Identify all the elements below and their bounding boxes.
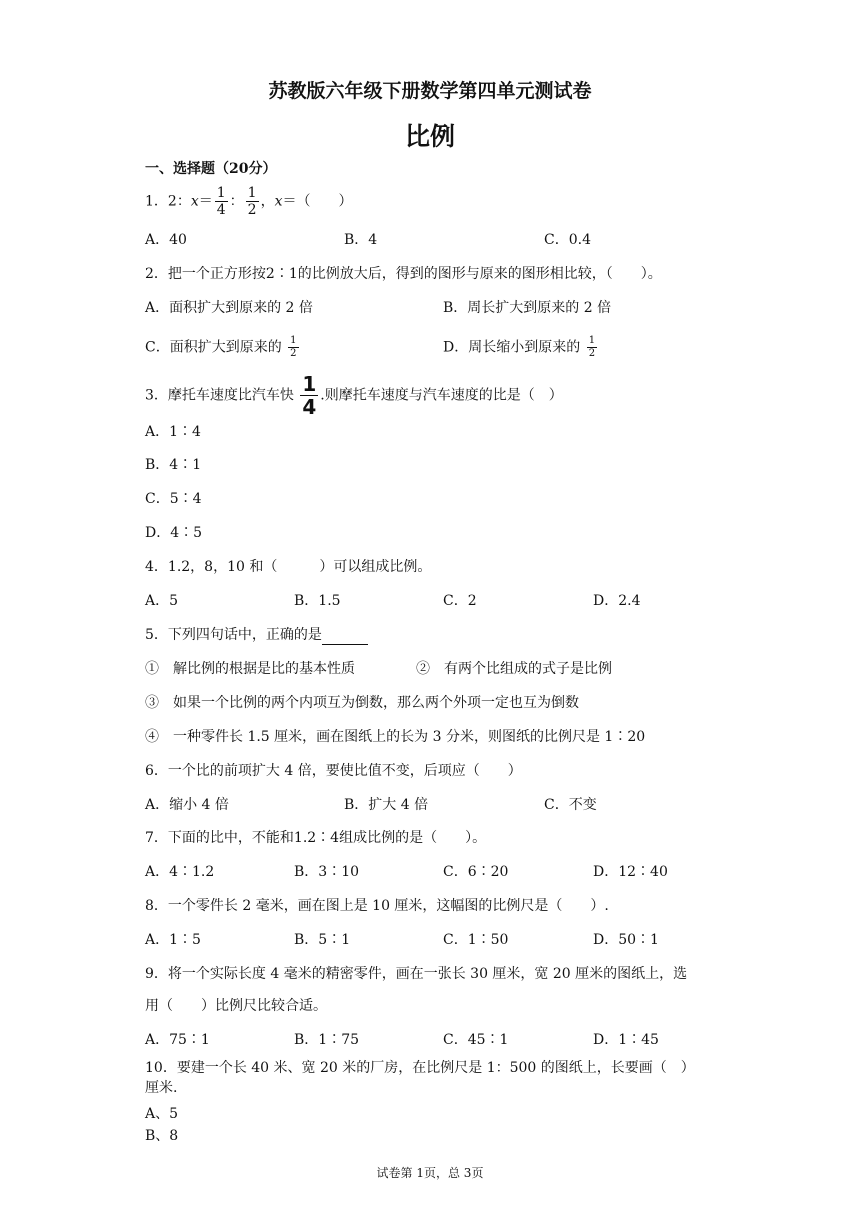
question-5: 5．下列四句话中，正确的是: [145, 625, 368, 645]
q2-option-a: A．面积扩大到原来的 2 倍: [145, 300, 313, 316]
fraction: $\frac{1}{2}$: [290, 335, 297, 359]
question-3: 3．摩托车速度比汽车快 $\frac{1}{4}$ .则摩托车速度与汽车速度的比是（ ）: [145, 372, 563, 419]
q1-option-b: B．4: [344, 232, 378, 248]
question-8: 8．一个零件长 2 毫米，画在图上是 10 厘米，这幅图的比例尺是（ ）.: [145, 898, 609, 914]
fraction: $\frac{1}{4}$: [302, 372, 317, 419]
question-4: 4．1.2，8，10 和（ ）可以组成比例。: [145, 559, 432, 575]
q2-option-d: D．周长缩小到原来的 $\frac{1}{2}$: [443, 335, 596, 359]
q9-option-c: C．45∶1: [443, 1032, 509, 1048]
q5-statement-3: ③ 如果一个比例的两个内项互为倒数，那么两个外项一定也互为倒数: [145, 695, 579, 711]
q7-option-b: B．3∶10: [294, 864, 360, 880]
question-6: 6．一个比的前项扩大 4 倍，要使比值不变，后项应（ ）: [145, 763, 522, 779]
fraction: $\frac{1}{2}$: [247, 185, 257, 218]
q6-option-b: B．扩大 4 倍: [344, 797, 429, 813]
q3-option-c: C．5∶4: [145, 491, 202, 507]
page-footer: 试卷第 1页，总 3页: [376, 1166, 484, 1180]
q9-option-a: A．75∶1: [145, 1032, 210, 1048]
question-9-line-1: 9．将一个实际长度 4 毫米的精密零件，画在一张长 30 厘米，宽 20 厘米的图纸上，选: [145, 966, 688, 982]
q3-option-b: B．4∶1: [145, 457, 202, 473]
q6-option-c: C．不变: [544, 797, 597, 813]
q5-statement-4: ④ 一种零件长 1.5 厘米，画在图纸上的长为 3 分米，则图纸的比例尺是 1∶20: [145, 729, 646, 745]
q10-option-a: A、5: [145, 1106, 179, 1122]
q6-option-a: A．缩小 4 倍: [145, 797, 229, 813]
q4-option-b: B．1.5: [294, 593, 341, 609]
fraction: $\frac{1}{2}$: [588, 335, 596, 359]
q1-option-c: C．0.4: [544, 232, 591, 248]
q8-option-b: B．5∶1: [294, 932, 351, 948]
q3-option-a: A．1∶4: [145, 424, 201, 440]
page-subtitle: 比例: [404, 122, 455, 151]
q8-option-d: D．50∶1: [593, 932, 659, 948]
q7-option-a: A．4∶1.2: [145, 864, 215, 880]
question-7: 7．下面的比中，不能和1.2∶4组成比例的是（ ）。: [145, 830, 487, 846]
q10-option-b: B、8: [145, 1128, 179, 1144]
fraction: $\frac{1}{4}$: [216, 185, 226, 218]
answer-blank: [322, 630, 368, 645]
q4-option-d: D．2.4: [593, 593, 641, 609]
q8-option-a: A．1∶5: [145, 932, 201, 948]
q4-option-a: A．5: [145, 593, 179, 609]
question-2: 2．把一个正方形按2∶1的比例放大后，得到的图形与原来的图形相比较，（ ）。: [145, 266, 662, 282]
q4-option-c: C．2: [443, 593, 477, 609]
q8-option-c: C．1∶50: [443, 932, 509, 948]
section-heading: 一、选择题（20分）: [145, 161, 277, 177]
question-10-line-2: 厘米.: [145, 1080, 178, 1096]
page-title: 苏教版六年级下册数学第四单元测试卷: [268, 80, 592, 102]
question-1: 1．2：x＝ $\frac{1}{4}$ ： $\frac{1}{2}$ ，x＝（ ）: [145, 185, 353, 218]
question-10-line-1: 10．要建一个长 40 米、宽 20 米的厂房，在比例尺是 1：500 的图纸上，长要画（ ）: [145, 1060, 695, 1076]
q9-option-b: B．1∶75: [294, 1032, 360, 1048]
q1-option-a: A．40: [145, 232, 187, 248]
q2-option-b: B．周长扩大到原来的 2 倍: [443, 300, 612, 316]
question-9-line-2: 用（ ）比例尺比较合适。: [145, 998, 327, 1014]
q7-option-d: D．12∶40: [593, 864, 668, 880]
q5-statement-1: ① 解比例的根据是比的基本性质: [145, 661, 355, 677]
q7-option-c: C．6∶20: [443, 864, 509, 880]
q3-option-d: D．4∶5: [145, 525, 203, 541]
q9-option-d: D．1∶45: [593, 1032, 659, 1048]
q2-option-c: C．面积扩大到原来的 $\frac{1}{2}$: [145, 335, 297, 359]
q5-statement-2: ② 有两个比组成的式子是比例: [416, 661, 612, 677]
